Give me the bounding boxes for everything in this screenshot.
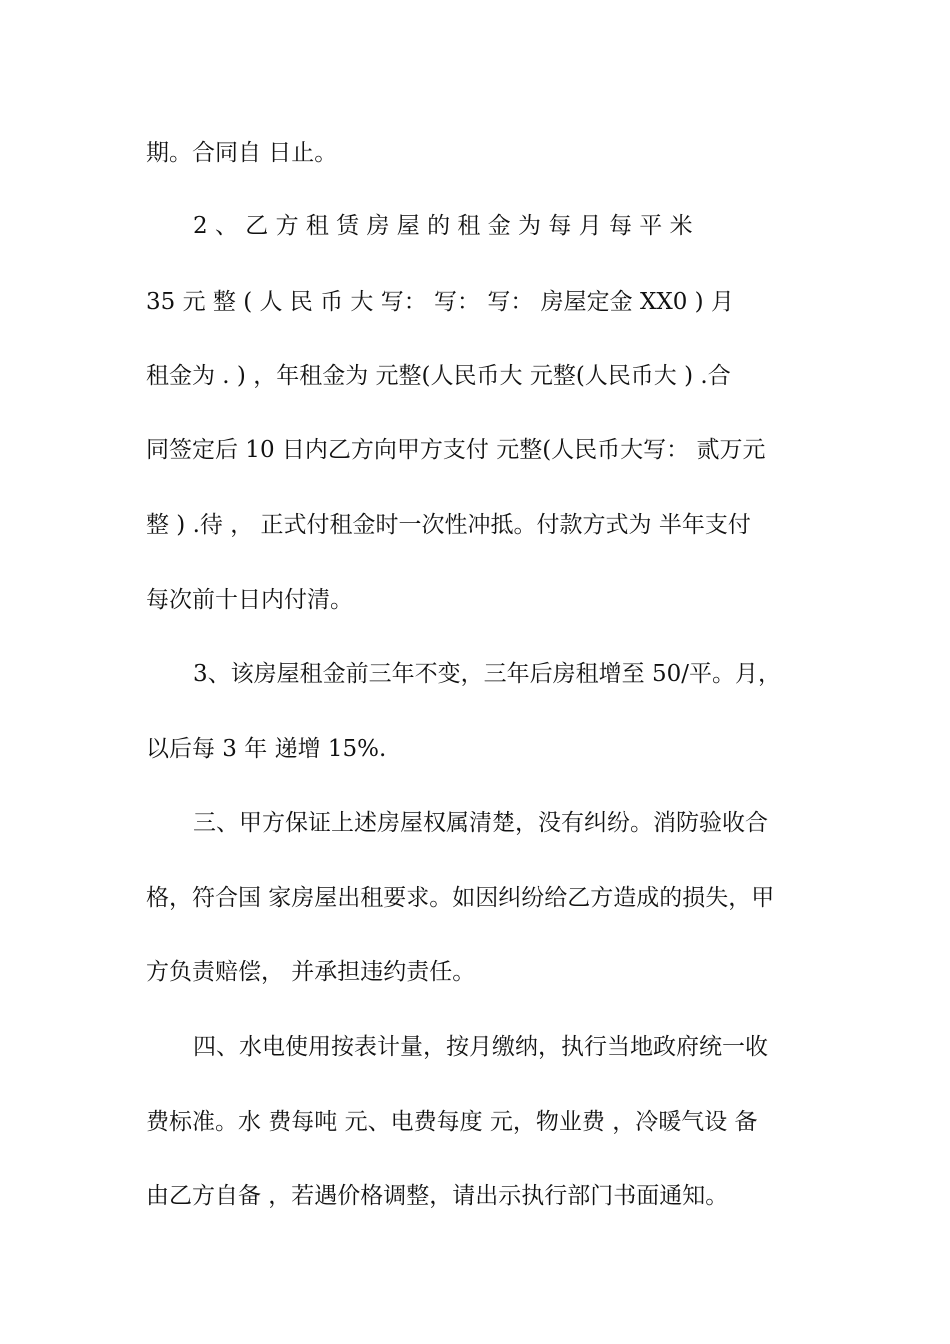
text-line: 3、该房屋租金前三年不变，三年后房租增至 50/平。月， bbox=[193, 661, 781, 687]
text-line: 四、水电使用按表计量，按月缴纳，执行当地政府统一收 bbox=[193, 1034, 768, 1060]
text-line: 由乙方自备 ，若遇价格调整，请出示执行部门书面通知。 bbox=[146, 1183, 729, 1209]
text-line: 以后每 3 年 递增 15%. bbox=[146, 736, 387, 762]
text-line: 期。合同自 日止。 bbox=[146, 140, 338, 166]
text-line: 35 元 整 ( 人 民 币 大 写： 写： 写： 房屋定金 XX0 ) 月 bbox=[146, 289, 734, 315]
text-line: 格，符合国 家房屋出租要求。如因纠纷给乙方造成的损失，甲 bbox=[146, 885, 775, 911]
text-line: 方负责赔偿， 并承担违约责任。 bbox=[146, 959, 476, 985]
text-line: 租金为 . ) ，年租金为 元整(人民币大 元整(人民币大 ) .合 bbox=[146, 363, 731, 389]
text-line: 同签定后 10 日内乙方向甲方支付 元整(人民币大写： 贰万元 bbox=[146, 437, 766, 463]
text-line: 2 、 乙 方 租 赁 房 屋 的 租 金 为 每 月 每 平 米 bbox=[193, 213, 693, 239]
text-line: 整 ) .待 ， 正式付租金时一次性冲抵。付款方式为 半年支付 bbox=[146, 512, 751, 538]
text-line: 三、甲方保证上述房屋权属清楚，没有纠纷。消防验收合 bbox=[193, 810, 768, 836]
text-line: 每次前十日内付清。 bbox=[146, 587, 353, 613]
text-line: 费标准。水 费每吨 元、电费每度 元，物业费 ，冷暖气设 备 bbox=[146, 1109, 758, 1135]
